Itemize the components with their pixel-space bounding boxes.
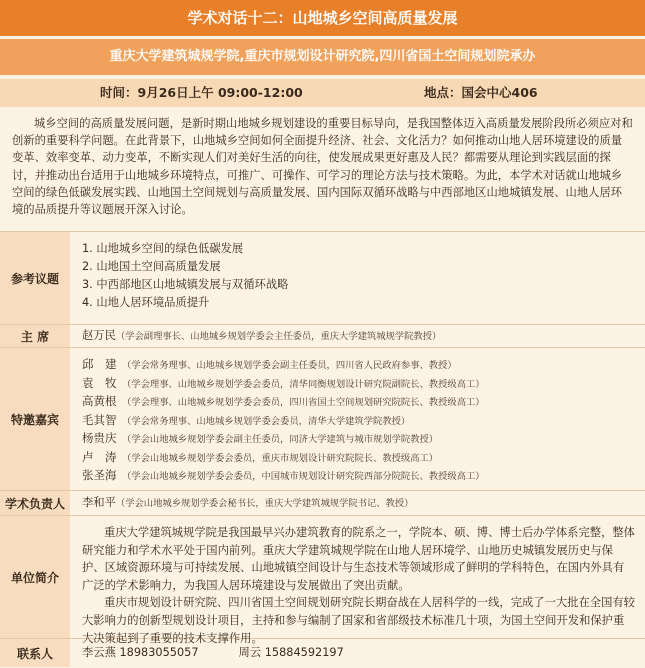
- topics-label: 参考议题: [0, 232, 70, 324]
- list-item: [82, 449, 635, 468]
- guest-name: 毛其智: [82, 412, 117, 427]
- list-item: [82, 467, 635, 486]
- topics-row: [0, 231, 645, 324]
- list-item: [82, 356, 635, 375]
- list-item: [82, 393, 635, 412]
- guest-name: 袁 牧: [82, 375, 117, 390]
- lead-label: 学术负责人: [0, 491, 70, 515]
- guest-name: 高黄根: [82, 394, 117, 408]
- intro-paragraph: 城乡空间的高质量发展问题，是新时期山地城乡规划建设的重要目标导向，是我国整体迈入高质量发展阶段所必须应对和创新的重要科学问题。在此背景下，山地城乡空间如何全面提升经济、社会、文化活力？如何推动山地人居环境建设的质量变革、效率变革、动力变革，不断实现人们对美好生活的向往，使发展成果更好惠及人民？都需要从理论到实践层面的探讨，并推动出台适用于山地城乡环境特点，可推广、可操作、可学习的理论方法与技术策略。为此，本学术对话就山地城乡空间的绿色低碳发展实践、山地国土空间规划与高质量发展、国内国际双循环战略与中西部地区山地城镇发展、山地人居环境的品质提升等议题展开深入讨论。: [12, 117, 633, 217]
- contact-1: 李云燕 18983055057: [82, 646, 199, 659]
- contact-content: [70, 639, 645, 667]
- list-item: 1. 山地城乡空间的绿色低碳发展: [82, 242, 244, 255]
- guest-desc: （学会理事、山地城乡规划学委会委员，清华同衡规划设计研究院副院长、教授级高工）: [122, 378, 485, 390]
- time-info: [100, 79, 303, 107]
- location-label: 地点：: [424, 85, 462, 100]
- unit-paragraph: 重庆市规划设计研究院、四川省国土空间规划研究院长期奋战在人居科学的一线，完成了一大批在全国有较大影响力的创新型规划设计项目，主持和参与编制了国家和省部级技术标准几十项，为国土空间开发和保护重大决策起到了重要的技术支撑作用。: [82, 596, 635, 645]
- location-value: 国会中心406: [461, 85, 538, 100]
- guests-row: [0, 347, 645, 490]
- contact-label: 联系人: [0, 639, 70, 667]
- topics-list: [70, 232, 645, 324]
- guest-desc: （学会常务理事、山地城乡规划学委会委员，清华大学建筑学院教授）: [122, 415, 411, 427]
- chair-content: [70, 325, 645, 347]
- lead-row: [0, 490, 645, 515]
- lead-content: [70, 491, 645, 515]
- list-item: 3. 中西部地区山地城镇发展与双循环战略: [82, 278, 289, 291]
- guests-label: 特邀嘉宾: [0, 348, 70, 490]
- guest-name: 邱 建: [82, 357, 117, 371]
- guests-list: [70, 348, 645, 490]
- guest-desc: （学会山地城乡规划学委会委员，中国城市规划设计研究院西部分院院长、教授级高工）: [122, 471, 485, 482]
- contact-row: [0, 638, 645, 667]
- guest-name: 卢 涛: [82, 449, 117, 464]
- time-value: 9月26日上午 09:00-12:00: [137, 85, 303, 100]
- location-info: [424, 79, 538, 107]
- contact-2: 周云 15884592197: [238, 646, 344, 659]
- chair-label: 主 席: [0, 325, 70, 347]
- guest-desc: （学会常务理事、山地城乡规划学委会副主任委员，四川省人民政府参事、教授）: [122, 360, 457, 371]
- chair-name: 赵万民: [82, 329, 116, 342]
- list-item: [82, 412, 635, 431]
- lead-desc: （学会山地城乡规划学委会秘书长，重庆大学建筑城规学院书记、教授）: [115, 498, 414, 509]
- unit-paragraph: 重庆大学建筑城规学院是我国最早兴办建筑教育的院系之一，学院本、硕、博、博士后办学体系完整，整体研究能力和学术水平处于国内前列。重庆大学建筑城规学院在山地人居环境学、山地历史城镇发展历史与保护、区域资源环境与可持续发展、山地城镇空间设计与生态技术等领域形成了鲜明的学科特色，在国内外具有广泛的学术影响力，为我国人居环境建设与发展做出了突出贡献。: [82, 526, 635, 592]
- time-label: 时间：: [100, 85, 138, 100]
- time-location-bar: [0, 79, 645, 107]
- guest-name: 杨贵庆: [82, 431, 117, 445]
- guest-name: 张圣海: [82, 468, 117, 482]
- list-item: 2. 山地国土空间高质量发展: [82, 260, 221, 273]
- unit-content: [70, 516, 645, 645]
- list-item: [82, 375, 635, 394]
- chair-row: [0, 324, 645, 347]
- list-item: [82, 430, 635, 449]
- guest-desc: （学会理事、山地城乡规划学委会委员，四川省国土空间规划研究院院长、教授级高工）: [122, 397, 485, 408]
- guest-desc: （学会山地城乡规划学委会副主任委员，同济大学建筑与城市规划学院教授）: [122, 434, 439, 445]
- unit-label: 单位简介: [0, 516, 70, 638]
- chair-desc: （学会副理事长、山地城乡规划学委会主任委员，重庆大学建筑城规学院教授）: [115, 331, 442, 342]
- page-title: 学术对话十二：山地城乡空间高质量发展: [0, 0, 645, 36]
- organizer-banner: 重庆大学建筑城规学院,重庆市规划设计研究院,四川省国土空间规划院承办: [0, 39, 645, 75]
- list-item: 4. 山地人居环境品质提升: [82, 296, 210, 309]
- lead-name: 李和平: [82, 496, 116, 509]
- unit-row: [0, 515, 645, 645]
- guest-desc: （学会山地城乡规划学委会委员，重庆市规划设计研究院院长、教授级高工）: [122, 452, 439, 464]
